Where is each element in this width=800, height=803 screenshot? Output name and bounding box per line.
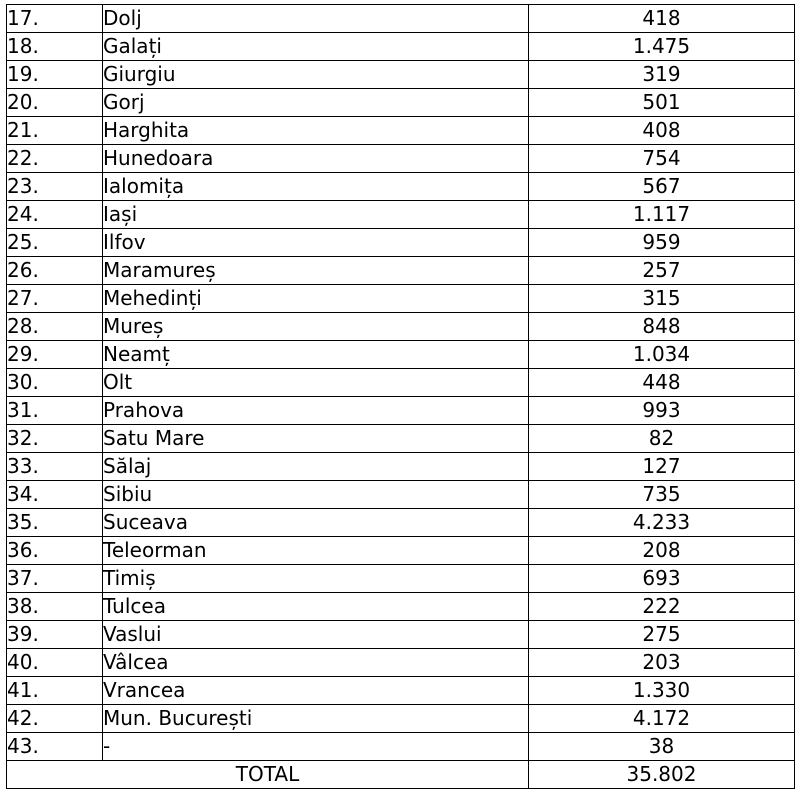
table-row <box>7 453 795 481</box>
table-row <box>7 341 795 369</box>
table-row <box>7 33 795 61</box>
row-number: 33. <box>7 453 103 481</box>
row-number: 41. <box>7 677 103 705</box>
total-row <box>7 761 795 789</box>
row-number: 27. <box>7 285 103 313</box>
row-number: 30. <box>7 369 103 397</box>
row-number: 19. <box>7 61 103 89</box>
row-value: 82 <box>529 425 795 453</box>
row-value: 222 <box>529 593 795 621</box>
row-name: Harghita <box>103 117 529 145</box>
row-name: Ialomița <box>103 173 529 201</box>
row-value: 208 <box>529 537 795 565</box>
table-row <box>7 733 795 761</box>
row-number: 34. <box>7 481 103 509</box>
row-value: 4.172 <box>529 705 795 733</box>
row-value: 4.233 <box>529 509 795 537</box>
total-label: TOTAL <box>7 761 529 789</box>
table-row <box>7 369 795 397</box>
row-name: Neamț <box>103 341 529 369</box>
table-row <box>7 61 795 89</box>
row-name: Iași <box>103 201 529 229</box>
table-row <box>7 117 795 145</box>
data-table <box>6 4 795 789</box>
row-value: 38 <box>529 733 795 761</box>
row-value: 203 <box>529 649 795 677</box>
row-name: Mureș <box>103 313 529 341</box>
row-name: Olt <box>103 369 529 397</box>
row-name: Mehedinți <box>103 285 529 313</box>
table-row <box>7 173 795 201</box>
total-value: 35.802 <box>529 761 795 789</box>
row-name: Vrancea <box>103 677 529 705</box>
row-number: 21. <box>7 117 103 145</box>
row-number: 28. <box>7 313 103 341</box>
row-number: 35. <box>7 509 103 537</box>
row-number: 20. <box>7 89 103 117</box>
row-name: Maramureș <box>103 257 529 285</box>
row-number: 38. <box>7 593 103 621</box>
row-name: Prahova <box>103 397 529 425</box>
table-row <box>7 313 795 341</box>
row-name: Tulcea <box>103 593 529 621</box>
table-row <box>7 285 795 313</box>
row-value: 735 <box>529 481 795 509</box>
table-row <box>7 89 795 117</box>
row-number: 40. <box>7 649 103 677</box>
row-number: 42. <box>7 705 103 733</box>
table-row <box>7 537 795 565</box>
table-body <box>7 5 795 761</box>
table-row <box>7 621 795 649</box>
row-value: 1.330 <box>529 677 795 705</box>
row-value: 693 <box>529 565 795 593</box>
row-number: 25. <box>7 229 103 257</box>
row-value: 1.034 <box>529 341 795 369</box>
row-name: - <box>103 733 529 761</box>
row-name: Dolj <box>103 5 529 33</box>
row-value: 754 <box>529 145 795 173</box>
row-number: 23. <box>7 173 103 201</box>
row-value: 315 <box>529 285 795 313</box>
row-name: Hunedoara <box>103 145 529 173</box>
row-value: 959 <box>529 229 795 257</box>
row-number: 36. <box>7 537 103 565</box>
table-row <box>7 397 795 425</box>
row-number: 26. <box>7 257 103 285</box>
row-name: Vaslui <box>103 621 529 649</box>
row-name: Sălaj <box>103 453 529 481</box>
row-name: Giurgiu <box>103 61 529 89</box>
table-row <box>7 509 795 537</box>
table-row <box>7 201 795 229</box>
row-number: 22. <box>7 145 103 173</box>
row-number: 39. <box>7 621 103 649</box>
table-row <box>7 425 795 453</box>
row-value: 448 <box>529 369 795 397</box>
row-number: 17. <box>7 5 103 33</box>
row-number: 43. <box>7 733 103 761</box>
row-number: 29. <box>7 341 103 369</box>
row-value: 418 <box>529 5 795 33</box>
row-number: 37. <box>7 565 103 593</box>
row-name: Sibiu <box>103 481 529 509</box>
row-value: 567 <box>529 173 795 201</box>
table-row <box>7 5 795 33</box>
row-value: 127 <box>529 453 795 481</box>
row-value: 257 <box>529 257 795 285</box>
row-name: Mun. București <box>103 705 529 733</box>
table-row <box>7 677 795 705</box>
row-value: 501 <box>529 89 795 117</box>
row-name: Satu Mare <box>103 425 529 453</box>
table-row <box>7 229 795 257</box>
row-value: 408 <box>529 117 795 145</box>
row-name: Teleorman <box>103 537 529 565</box>
row-name: Galați <box>103 33 529 61</box>
row-number: 32. <box>7 425 103 453</box>
table-row <box>7 593 795 621</box>
row-value: 1.475 <box>529 33 795 61</box>
row-value: 319 <box>529 61 795 89</box>
row-number: 18. <box>7 33 103 61</box>
table-row <box>7 257 795 285</box>
row-value: 1.117 <box>529 201 795 229</box>
row-value: 993 <box>529 397 795 425</box>
row-name: Timiș <box>103 565 529 593</box>
table-row <box>7 649 795 677</box>
row-name: Gorj <box>103 89 529 117</box>
table-row <box>7 705 795 733</box>
row-name: Vâlcea <box>103 649 529 677</box>
row-number: 24. <box>7 201 103 229</box>
table-row <box>7 481 795 509</box>
row-value: 275 <box>529 621 795 649</box>
row-name: Ilfov <box>103 229 529 257</box>
table-row <box>7 145 795 173</box>
table-row <box>7 565 795 593</box>
row-value: 848 <box>529 313 795 341</box>
row-name: Suceava <box>103 509 529 537</box>
row-number: 31. <box>7 397 103 425</box>
